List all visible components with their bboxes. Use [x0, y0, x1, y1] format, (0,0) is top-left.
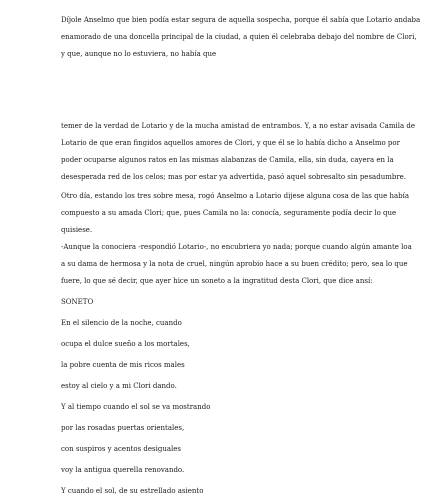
sonnet-verse: ocupa el dulce sueño a los mortales, — [61, 340, 190, 348]
sonnet-verse: por las rosadas puertas orientales, — [61, 424, 185, 432]
text-line: compuesto a su amada Clori; que, pues Camila no la: conocía, seguramente podía decir lo que — [61, 209, 397, 217]
text-line: fuere, lo que sé decir, que ayer hice un soneto a la ingratitud desta Clori, que dice ansí: — [61, 277, 373, 285]
text-line: quisiese. — [61, 226, 93, 234]
text-line: poder ocuparse algunos ratos en las mismas alabanzas de Camila, ella, sin duda, cayera en la — [61, 156, 394, 164]
paragraph-4 — [61, 239, 423, 290]
text-line: enamorado de una doncella principal de la ciudad, a quien él celebraba debajo del nombre de Clori, — [61, 33, 417, 41]
text-line: y que, aunque no lo estuviera, no había que — [61, 50, 217, 58]
text-line: Lotario de que eran fingidos aquellos amores de Clori, y que él se lo había dicho a Anselmo por — [61, 139, 400, 147]
paragraph-2 — [61, 118, 423, 186]
sonnet-verse: En el silencio de la noche, cuando — [61, 319, 182, 327]
text-line: Otro día, estando los tres sobre mesa, rogó Anselmo a Lotario dijese alguna cosa de las que había — [61, 192, 410, 200]
sonnet-title: SONETO — [61, 298, 94, 306]
text-line: Díjole Anselmo que bien podía estar segura de aquella sospecha, porque él sabía que Lotario andaba — [61, 16, 421, 24]
paragraph-1 — [61, 12, 423, 63]
text-line: desesperada red de los celos; mas por estar ya advertida, pasó aquel sobresalto sin pesadumbre. — [61, 173, 407, 181]
text-line: a su dama de hermosa y la nota de cruel, ningún aprobio hace a su buen crédito; pero, sea lo que — [61, 260, 408, 268]
sonnet-verse: Y cuando el sol, de su estrellado asiento — [61, 487, 204, 495]
text-line: -Aunque la conociera -respondió Lotario-, no encubriera yo nada; porque cuando algún amante loa — [61, 243, 412, 251]
paragraph-3 — [61, 188, 423, 239]
text-line: temer de la verdad de Lotario y de la mucha amistad de entrambos. Y, a no estar avisada Camila de — [61, 122, 415, 130]
sonnet-verse: con suspiros y acentos desiguales — [61, 445, 182, 453]
sonnet-verse: Y al tiempo cuando el sol se va mostrando — [61, 403, 211, 411]
sonnet-verse: estoy al cielo y a mi Clori dando. — [61, 382, 177, 390]
sonnet-verse: la pobre cuenta de mis ricos males — [61, 361, 185, 369]
sonnet-verse: voy la antigua querella renovando. — [61, 466, 185, 474]
